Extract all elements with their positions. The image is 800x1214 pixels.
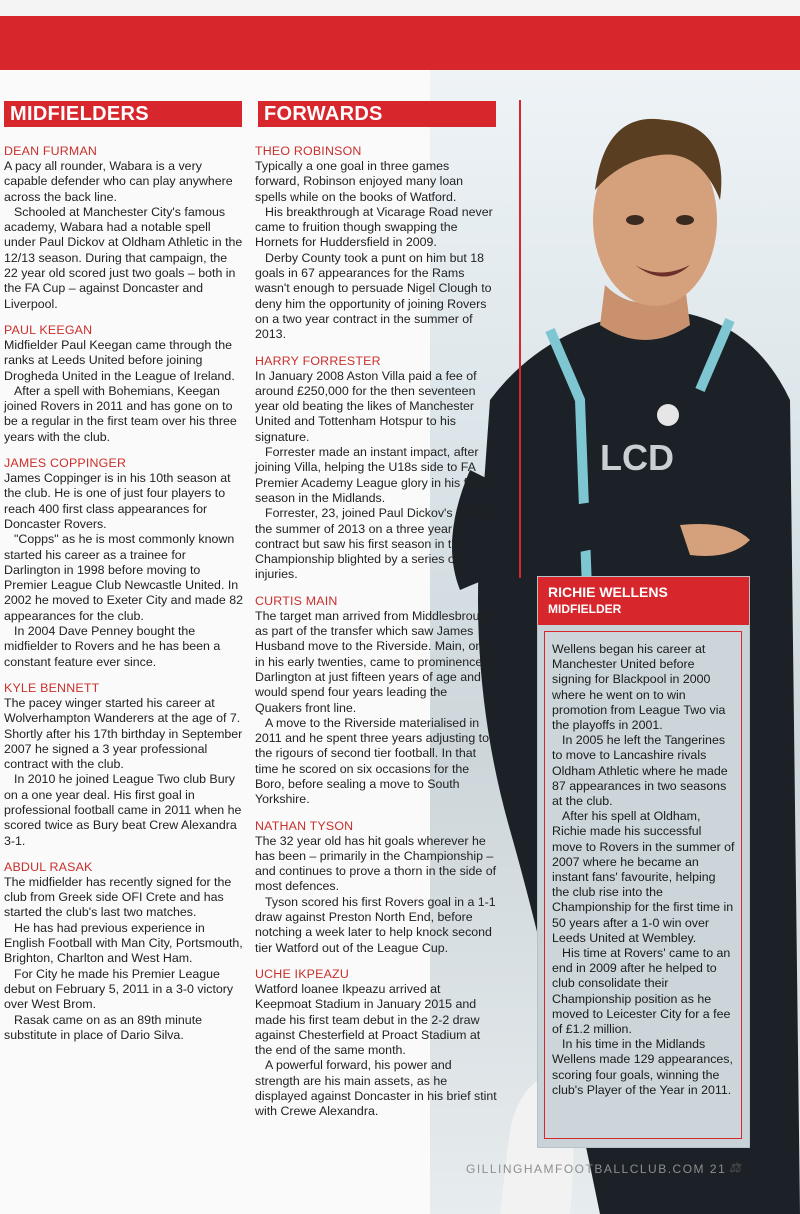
player-name: UCHE IKPEAZU [255, 966, 349, 981]
player-bio-paragraph: Derby County took a punt on him but 18 goals in 67 appearances for the Rams wasn't enough to persuade Nigel Clough to deny him the opportunity of joining Rovers on a two year contract in the summer of 2013. [255, 250, 492, 342]
player-name: PAUL KEEGAN [4, 322, 93, 337]
player-bio-paragraph: Rasak came on as an 89th minute substitute in place of Dario Silva. [4, 1012, 203, 1042]
player-name: ABDUL RASAK [4, 859, 93, 874]
player-bio-paragraph: In January 2008 Aston Villa paid a fee of around £250,000 for the then seventeen year old beating the likes of Manchester United and Tottenham Hotspur to his signature. [255, 368, 477, 444]
column-divider [519, 100, 521, 578]
profile-box [537, 576, 750, 1148]
top-margin [0, 0, 800, 16]
midfielders-heading: MIDFIELDERS [4, 101, 242, 127]
player-name: DEAN FURMAN [4, 144, 98, 158]
profile-paragraph: In 2005 he left the Tangerines to move to Lancashire rivals Oldham Athletic where he made 87 appearances in two seasons at the club. [552, 733, 728, 809]
profile-body [544, 631, 742, 1139]
player-bio-paragraph: He has had previous experience in English Football with Man City, Portsmouth, Brighton, Charlton and West Ham. [4, 920, 243, 966]
player-bio-paragraph: Forrester, 23, joined Paul Dickov's side in the summer of 2013 on a three year contract but saw his first season in the Championship blighted by a series of injuries. [255, 506, 492, 582]
player-bio-paragraph: In 2010 he joined League Two club Bury on a one year deal. His first goal in professional football came in 2011 when he scored twice as Bury beat Crew Alexandra 3-1. [4, 772, 242, 848]
player-bio-paragraph: The midfielder has recently signed for the club from Greek side OFI Crete and has started the club's last two matches. [4, 874, 232, 920]
player-entry [4, 859, 244, 1043]
player-entry [4, 680, 244, 849]
player-bio-paragraph: A move to the Riverside materialised in 2011 and he spent three years adjusting to the rigours of second tier football. In that time he scored on six occasions for the Boro, before sealing a move to South Yorkshire. [255, 715, 489, 807]
player-bio-paragraph: The pacey winger started his career at Wolverhampton Wanderers at the age of 7. Shortly after his 17th birthday in September 2007 he signed a 3 year professional contract with the club. [4, 695, 243, 772]
player-bio-paragraph: The 32 year old has hit goals wherever he has been – primarily in the Championship – and continues to prove a thorn in the side of most defences. [255, 833, 497, 894]
player-entry [4, 455, 244, 670]
forwards-heading: FORWARDS [258, 101, 496, 127]
header-banner [0, 16, 800, 70]
player-entry [255, 966, 497, 1120]
player-bio-paragraph: Tyson scored his first Rovers goal in a 1-1 draw against Preston North End, before notching a week later to help knock second tier Watford out of the League Cup. [255, 894, 496, 955]
player-bio-paragraph: For City he made his Premier League debut on February 5, 2011 in a 3-0 victory over West Brom. [4, 966, 234, 1012]
player-bio-paragraph: In 2004 Dave Penney bought the midfielder to Rovers and he has been a constant feature ever since. [4, 624, 221, 669]
player-bio-paragraph: Typically a one goal in three games forward, Robinson enjoyed many loan spells while on the books of Watford. [255, 159, 464, 204]
profile-paragraph: Wellens began his career at Manchester United before signing for Blackpool in 2000 where he went on to win promotion from League Two via the playoffs in 2001. [552, 642, 726, 733]
player-bio-paragraph: A powerful forward, his power and strength are his main assets, as he displayed against Doncaster in his brief stint with Crewe Alexandra. [255, 1058, 497, 1119]
player-bio-paragraph: A pacy all rounder, Wabara is a very capable defender who can play anywhere across the back line. [4, 159, 233, 204]
player-entry [255, 143, 497, 343]
profile-paragraph: His time at Rovers' came to an end in 2009 after he helped to club consolidate their Championship position as he moved to Leicester City for a fee of £1.2 million. [552, 946, 731, 1037]
footer-page-number: 21 [709, 1162, 727, 1176]
player-bio-paragraph: His breakthrough at Vicarage Road never came to fruition though swapping the Hornets for Huddersfield in 2009. [255, 204, 493, 250]
profile-paragraph: In his time in the Midlands Wellens made 129 appearances, scoring four goals, winning the club's Player of the Year in 2011. [552, 1037, 733, 1097]
player-bio-paragraph: The target man arrived from Middlesbrough as part of the transfer which saw James Husband move to the Riverside. Main, only in his early twenties, came to prominence at Darlington at just fifteen years of age and would spend four years leading the Quakers front line. [255, 608, 497, 715]
player-name: CURTIS MAIN [255, 593, 338, 608]
player-name: NATHAN TYSON [255, 818, 354, 833]
shirt-sponsor: LCD [600, 437, 674, 478]
profile-paragraph: After his spell at Oldham, Richie made his successful move to Rovers in the summer of 2007 where he became an instant fans' favourite, helping the club rise into the Championship for the first time in 50 years after a 1-0 win over Leeds United at Wembley. [552, 809, 735, 945]
player-bio-paragraph: After a spell with Bohemians, Keegan joined Rovers in 2011 and has gone on to be a regular in the first team over his three years with the club. [4, 383, 237, 444]
player-entry [255, 593, 497, 808]
player-bio-paragraph: Midfielder Paul Keegan came through the ranks at Leeds United before joining Drogheda United in the League of Ireland. [4, 337, 235, 383]
midfielders-column [4, 143, 244, 1053]
player-name: KYLE BENNETT [4, 680, 100, 695]
player-name: THEO ROBINSON [255, 144, 362, 158]
player-bio-paragraph: James Coppinger is in his 10th season at the club. He is one of just four players to reach 400 first class appearances for Doncaster Rovers. [4, 471, 231, 531]
player-name: HARRY FORRESTER [255, 353, 381, 368]
footer-site-url: GILLINGHAMFOOTBALLCLUB.COM [466, 1162, 706, 1176]
player-entry [4, 322, 244, 445]
club-logo-icon: ⚖ [729, 1160, 741, 1175]
player-bio-paragraph: Schooled at Manchester City's famous academy, Wabara had a notable spell under Paul Dickov at Oldham Athletic in the 12/13 season. During that campaign, the 22 year old scored just two goals – both in the FA Cup – against Doncaster and Liverpool. [4, 204, 243, 311]
player-entry [255, 818, 497, 956]
footer-site [466, 1162, 726, 1176]
player-bio-paragraph: Forrester made an instant impact, after joining Villa, helping the U18s side to FA Premier Academy League glory in his first season in the Midlands. [255, 445, 484, 505]
player-entry [255, 353, 497, 583]
player-bio-paragraph: Watford loanee Ikpeazu arrived at Keepmoat Stadium in January 2015 and made his first team debut in the 2-2 draw against Chesterfield at Proact Stadium at the end of the same month. [255, 981, 481, 1058]
forwards-column [255, 143, 497, 1130]
profile-name: RICHIE WELLENS [548, 584, 668, 600]
player-bio-paragraph: "Copps" as he is most commonly known started his career as a trainee for Darlington in 1998 before moving to Premier League Club Newcastle United. In 2002 he moved to Exeter City and made 82 appearances for the club. [4, 532, 244, 623]
profile-position: MIDFIELDER [548, 602, 622, 616]
profile-header [538, 577, 749, 625]
player-name: JAMES COPPINGER [4, 456, 127, 471]
player-entry [4, 143, 244, 312]
